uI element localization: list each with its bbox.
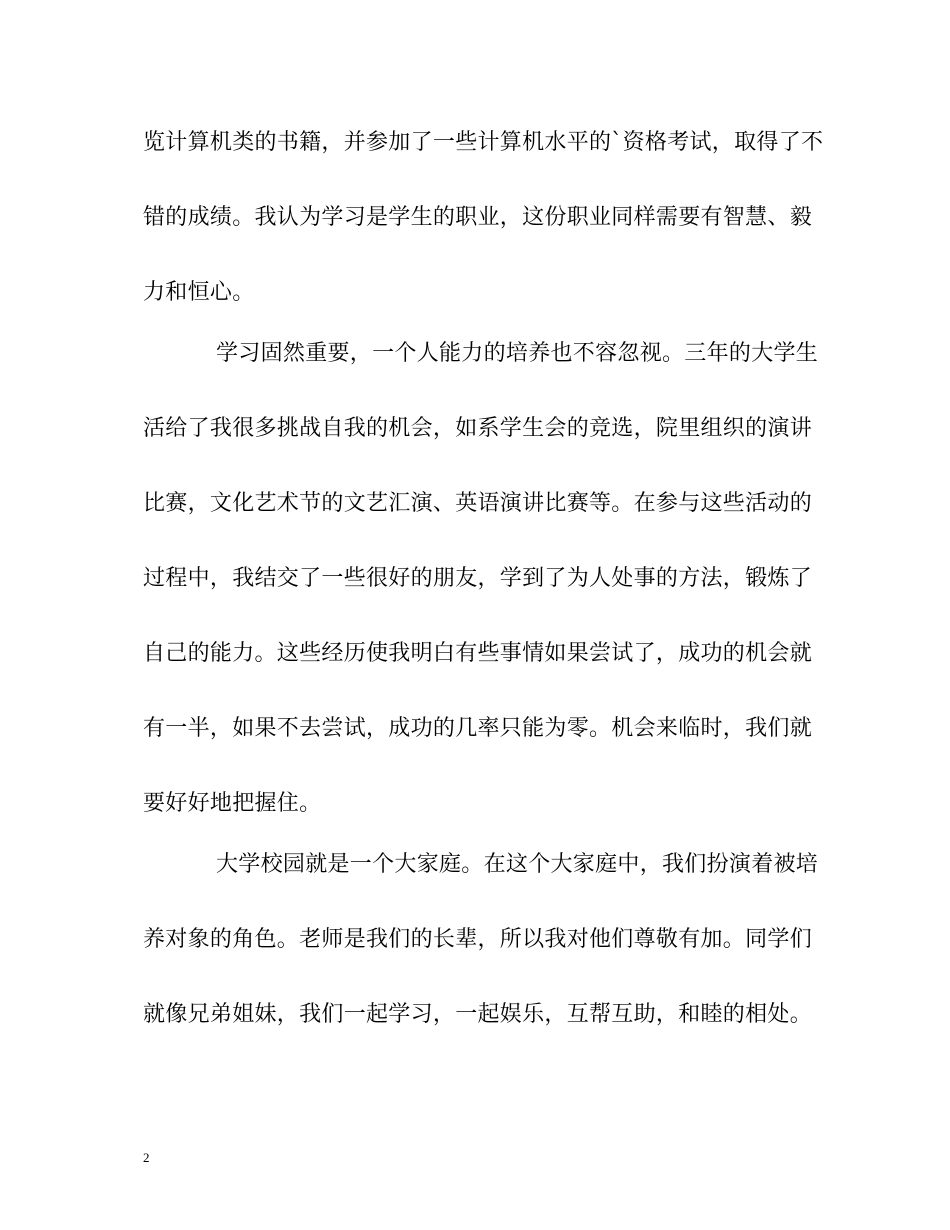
text-line: 比赛，文化艺术节的文艺汇演、英语演讲比赛等。在参与这些活动的 xyxy=(143,491,813,516)
text-line: 要好好地把握住。 xyxy=(143,791,322,816)
text-line: 错的成绩。我认为学习是学生的职业，这份职业同样需要有智慧、毅 xyxy=(143,205,813,230)
text-line: 活给了我很多挑战自我的机会，如系学生会的竞选，院里组织的演讲 xyxy=(143,416,813,441)
text-line: 力和恒心。 xyxy=(143,280,255,305)
text-line: 就像兄弟姐妹，我们一起学习，一起娱乐，互帮互助，和睦的相处。 xyxy=(143,1002,813,1027)
text-line: 览计算机类的书籍，并参加了一些计算机水平的`资格考试，取得了不 xyxy=(143,130,824,155)
text-line: 养对象的角色。老师是我们的长辈，所以我对他们尊敬有加。同学们 xyxy=(143,927,813,952)
paragraph-first-line: 大学校园就是一个大家庭。在这个大家庭中，我们扮演着被培 xyxy=(216,852,819,877)
text-line: 自己的能力。这些经历使我明白有些事情如果尝试了，成功的机会就 xyxy=(143,641,813,666)
text-line: 有一半，如果不去尝试，成功的几率只能为零。机会来临时，我们就 xyxy=(143,716,813,741)
text-line: 过程中，我结交了一些很好的朋友，学到了为人处事的方法，锻炼了 xyxy=(143,566,813,591)
page-number: 2 xyxy=(143,1150,150,1165)
paragraph-first-line: 学习固然重要，一个人能力的培养也不容忽视。三年的大学生 xyxy=(216,341,819,366)
